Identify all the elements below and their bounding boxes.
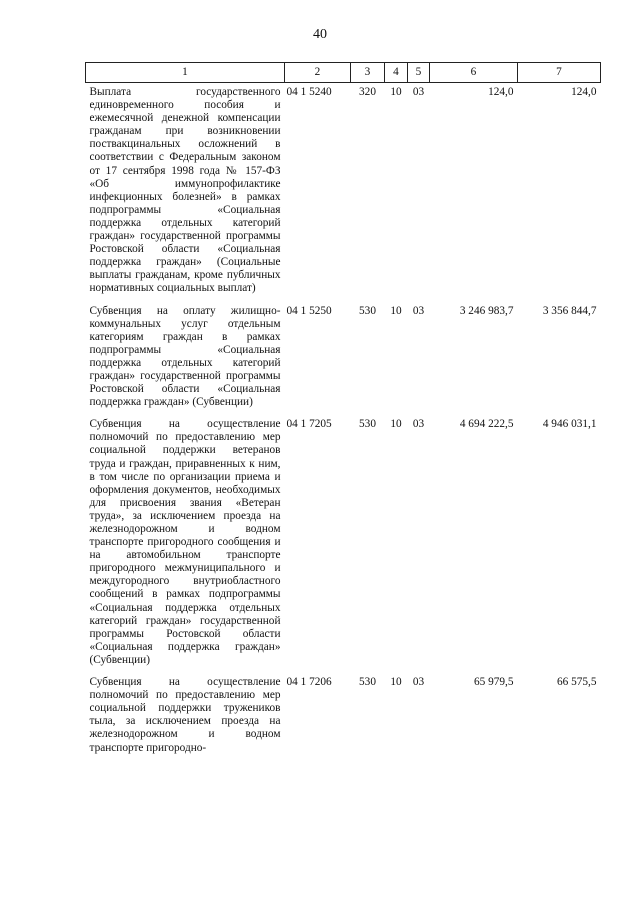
- row-amount-2: 3 356 844,7: [542, 304, 597, 317]
- table-row: [86, 83, 601, 302]
- row-amount-1: 3 246 983,7: [459, 304, 514, 317]
- row-section: 10: [390, 676, 402, 689]
- header-col-6: 6: [430, 63, 518, 83]
- header-row: [86, 63, 601, 83]
- row-amount-2: 124,0: [571, 86, 597, 98]
- row-section: 10: [390, 418, 402, 431]
- row-description: Субвенция на оплату жилищно-коммунальных услуг отдельным категориям граждан в рамках подпрограммы «Социальная поддержка отдельных категорий граждан» государственной программы Ростовской области «Социальная поддержка граждан» (Субвенции): [89, 304, 281, 409]
- row-type: 320: [359, 86, 376, 98]
- row-code: 04 1 5240: [286, 86, 332, 98]
- row-description: Выплата государственного единовременного пособия и ежемесячной денежной компенсации гражданам при возникновении поствакцинальных осложнений в соответствии с Федеральным законом от 17 сентября 1998 года № 157-ФЗ «Об иммунопрофилактике инфекционных болезней» в рамках подпрограммы «Социальная поддержка отдельных категорий граждан» государственной программы Ростовской области «Социальная поддержка граждан» (Социальные выплаты гражданам, кроме публичных нормативных социальных выплат): [89, 86, 281, 295]
- budget-table: [85, 62, 601, 761]
- row-subsection: 03: [412, 418, 425, 431]
- row-description: Субвенция на осуществление полномочий по предоставлению мер социальной поддержки тружеников тыла, за исключением проезда на железнодорожном и водном транспорте пригородно-: [89, 676, 281, 754]
- page-number: 40: [313, 27, 327, 42]
- header-col-2: 2: [285, 63, 351, 83]
- header-col-4: 4: [385, 63, 408, 83]
- row-section: 10: [390, 86, 402, 98]
- row-subsection: 03: [412, 304, 425, 317]
- row-type: 530: [359, 418, 376, 431]
- row-section: 10: [390, 304, 402, 317]
- header-col-7: 7: [518, 63, 601, 83]
- table-row: [86, 415, 601, 673]
- table-body: [86, 83, 601, 761]
- row-subsection: 03: [412, 86, 425, 98]
- row-amount-1: 65 979,5: [473, 676, 514, 689]
- table-header: [86, 63, 601, 83]
- row-subsection: 03: [412, 676, 425, 689]
- table-row: [86, 302, 601, 416]
- row-code: 04 1 7206: [286, 676, 332, 689]
- row-type: 530: [359, 676, 376, 689]
- header-col-5: 5: [408, 63, 430, 83]
- header-col-3: 3: [351, 63, 385, 83]
- table-row: [86, 673, 601, 761]
- row-code: 04 1 7205: [286, 418, 332, 431]
- row-amount-1: 124,0: [488, 86, 514, 98]
- row-amount-2: 4 946 031,1: [542, 418, 597, 431]
- row-type: 530: [359, 304, 376, 317]
- header-col-1: 1: [86, 63, 285, 83]
- row-amount-1: 4 694 222,5: [459, 418, 514, 431]
- row-code: 04 1 5250: [286, 304, 332, 317]
- row-amount-2: 66 575,5: [556, 676, 597, 689]
- row-description: Субвенция на осуществление полномочий по предоставлению мер социальной поддержки ветеранов труда и граждан, приравненных к ним, в том числе по организации приема и оформления документов, необходимых для присвоения звания «Ветеран труда», за исключением проезда на железнодорожном и водном транспорте пригородного сообщения и на автомобильном транспорте пригородного межмуниципального и междугородного внутриобластного сообщений в рамках подпрограммы «Социальная поддержка отдельных категорий граждан» государственной программы Ростовской области «Социальная поддержка граждан» (Субвенции): [89, 418, 281, 666]
